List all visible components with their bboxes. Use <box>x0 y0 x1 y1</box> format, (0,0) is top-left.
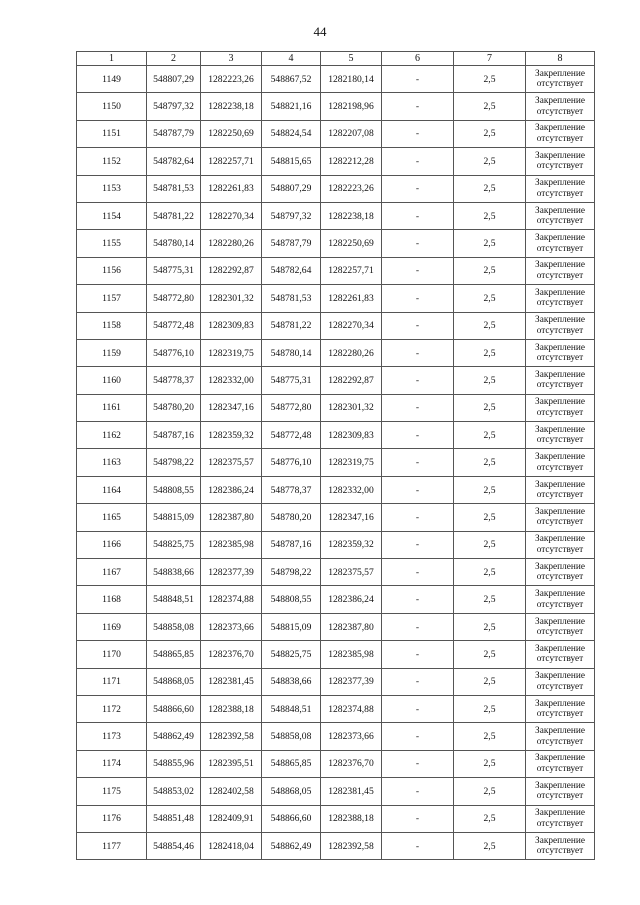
x2-coordinate: 548866,60 <box>262 805 321 832</box>
point-number: 1149 <box>77 66 147 93</box>
table-row <box>77 148 595 175</box>
point-number: 1172 <box>77 695 147 722</box>
point-number: 1156 <box>77 257 147 284</box>
column-6-value: - <box>382 285 454 312</box>
x2-coordinate: 548848,51 <box>262 695 321 722</box>
point-number: 1169 <box>77 613 147 640</box>
column-7-value: 2,5 <box>454 422 526 449</box>
table-row <box>77 504 595 531</box>
y2-coordinate: 1282375,57 <box>321 559 382 586</box>
fixing-note: Закрепление отсутствует <box>526 148 595 175</box>
y2-coordinate: 1282270,34 <box>321 312 382 339</box>
point-number: 1154 <box>77 202 147 229</box>
x1-coordinate: 548868,05 <box>147 668 201 695</box>
fixing-note: Закрепление отсутствует <box>526 93 595 120</box>
column-7-value: 2,5 <box>454 750 526 777</box>
column-6-value: - <box>382 422 454 449</box>
column-6-value: - <box>382 559 454 586</box>
column-7-value: 2,5 <box>454 394 526 421</box>
y2-coordinate: 1282387,80 <box>321 613 382 640</box>
column-6-value: - <box>382 778 454 805</box>
x2-coordinate: 548772,48 <box>262 422 321 449</box>
y2-coordinate: 1282386,24 <box>321 586 382 613</box>
point-number: 1171 <box>77 668 147 695</box>
column-6-value: - <box>382 339 454 366</box>
fixing-note: Закрепление отсутствует <box>526 230 595 257</box>
x1-coordinate: 548772,48 <box>147 312 201 339</box>
x2-coordinate: 548807,29 <box>262 175 321 202</box>
y1-coordinate: 1282250,69 <box>201 120 262 147</box>
table-row <box>77 476 595 503</box>
column-7-value: 2,5 <box>454 175 526 202</box>
column-6-value: - <box>382 148 454 175</box>
y2-coordinate: 1282250,69 <box>321 230 382 257</box>
column-7-value: 2,5 <box>454 312 526 339</box>
column-7-value: 2,5 <box>454 66 526 93</box>
point-number: 1151 <box>77 120 147 147</box>
x1-coordinate: 548807,29 <box>147 66 201 93</box>
table-row <box>77 750 595 777</box>
x1-coordinate: 548782,64 <box>147 148 201 175</box>
y2-coordinate: 1282301,32 <box>321 394 382 421</box>
y1-coordinate: 1282257,71 <box>201 148 262 175</box>
point-number: 1155 <box>77 230 147 257</box>
y2-coordinate: 1282374,88 <box>321 695 382 722</box>
y2-coordinate: 1282381,45 <box>321 778 382 805</box>
point-number: 1157 <box>77 285 147 312</box>
point-number: 1161 <box>77 394 147 421</box>
column-6-value: - <box>382 805 454 832</box>
y2-coordinate: 1282388,18 <box>321 805 382 832</box>
table-row <box>77 641 595 668</box>
table-row <box>77 695 595 722</box>
table-row <box>77 66 595 93</box>
x1-coordinate: 548854,46 <box>147 832 201 859</box>
y1-coordinate: 1282402,58 <box>201 778 262 805</box>
fixing-note: Закрепление отсутствует <box>526 832 595 859</box>
point-number: 1160 <box>77 367 147 394</box>
column-6-value: - <box>382 66 454 93</box>
table-row <box>77 531 595 558</box>
point-number: 1167 <box>77 559 147 586</box>
x1-coordinate: 548798,22 <box>147 449 201 476</box>
x1-coordinate: 548853,02 <box>147 778 201 805</box>
table-row <box>77 394 595 421</box>
table-row <box>77 367 595 394</box>
y1-coordinate: 1282347,16 <box>201 394 262 421</box>
y1-coordinate: 1282385,98 <box>201 531 262 558</box>
y1-coordinate: 1282270,34 <box>201 202 262 229</box>
y2-coordinate: 1282261,83 <box>321 285 382 312</box>
x2-coordinate: 548865,85 <box>262 750 321 777</box>
y2-coordinate: 1282376,70 <box>321 750 382 777</box>
y1-coordinate: 1282309,83 <box>201 312 262 339</box>
x1-coordinate: 548866,60 <box>147 695 201 722</box>
y2-coordinate: 1282309,83 <box>321 422 382 449</box>
column-7-value: 2,5 <box>454 695 526 722</box>
point-number: 1177 <box>77 832 147 859</box>
column-6-value: - <box>382 202 454 229</box>
table-row <box>77 805 595 832</box>
fixing-note: Закрепление отсутствует <box>526 504 595 531</box>
y1-coordinate: 1282386,24 <box>201 476 262 503</box>
table-row <box>77 668 595 695</box>
x2-coordinate: 548787,79 <box>262 230 321 257</box>
column-6-value: - <box>382 93 454 120</box>
y2-coordinate: 1282373,66 <box>321 723 382 750</box>
point-number: 1159 <box>77 339 147 366</box>
point-number: 1166 <box>77 531 147 558</box>
x2-coordinate: 548821,16 <box>262 93 321 120</box>
x1-coordinate: 548848,51 <box>147 586 201 613</box>
point-number: 1150 <box>77 93 147 120</box>
column-7-value: 2,5 <box>454 230 526 257</box>
point-number: 1168 <box>77 586 147 613</box>
column-6-value: - <box>382 257 454 284</box>
fixing-note: Закрепление отсутствует <box>526 641 595 668</box>
column-7-value: 2,5 <box>454 668 526 695</box>
point-number: 1165 <box>77 504 147 531</box>
column-7-value: 2,5 <box>454 449 526 476</box>
column-7-value: 2,5 <box>454 476 526 503</box>
point-number: 1162 <box>77 422 147 449</box>
point-number: 1164 <box>77 476 147 503</box>
page-number: 44 <box>313 24 327 39</box>
y2-coordinate: 1282359,32 <box>321 531 382 558</box>
y1-coordinate: 1282238,18 <box>201 93 262 120</box>
y1-coordinate: 1282409,91 <box>201 805 262 832</box>
fixing-note: Закрепление отсутствует <box>526 586 595 613</box>
table-row <box>77 93 595 120</box>
x1-coordinate: 548787,79 <box>147 120 201 147</box>
x1-coordinate: 548787,16 <box>147 422 201 449</box>
column-7-value: 2,5 <box>454 120 526 147</box>
y1-coordinate: 1282280,26 <box>201 230 262 257</box>
x1-coordinate: 548780,20 <box>147 394 201 421</box>
x1-coordinate: 548781,53 <box>147 175 201 202</box>
x1-coordinate: 548778,37 <box>147 367 201 394</box>
fixing-note: Закрепление отсутствует <box>526 668 595 695</box>
y1-coordinate: 1282418,04 <box>201 832 262 859</box>
table-row <box>77 832 595 859</box>
y1-coordinate: 1282261,83 <box>201 175 262 202</box>
fixing-note: Закрепление отсутствует <box>526 339 595 366</box>
x2-coordinate: 548838,66 <box>262 668 321 695</box>
y1-coordinate: 1282301,32 <box>201 285 262 312</box>
table-row <box>77 559 595 586</box>
fixing-note: Закрепление отсутствует <box>526 613 595 640</box>
x1-coordinate: 548862,49 <box>147 723 201 750</box>
x2-coordinate: 548775,31 <box>262 367 321 394</box>
y2-coordinate: 1282180,14 <box>321 66 382 93</box>
y1-coordinate: 1282332,00 <box>201 367 262 394</box>
column-7-value: 2,5 <box>454 531 526 558</box>
column-7-value: 2,5 <box>454 148 526 175</box>
x1-coordinate: 548780,14 <box>147 230 201 257</box>
point-number: 1173 <box>77 723 147 750</box>
x1-coordinate: 548865,85 <box>147 641 201 668</box>
fixing-note: Закрепление отсутствует <box>526 723 595 750</box>
table-row <box>77 120 595 147</box>
y2-coordinate: 1282332,00 <box>321 476 382 503</box>
y1-coordinate: 1282359,32 <box>201 422 262 449</box>
column-header-7: 7 <box>454 52 526 66</box>
x1-coordinate: 548772,80 <box>147 285 201 312</box>
column-6-value: - <box>382 175 454 202</box>
fixing-note: Закрепление отсутствует <box>526 367 595 394</box>
column-header-5: 5 <box>321 52 382 66</box>
x2-coordinate: 548815,65 <box>262 148 321 175</box>
x2-coordinate: 548815,09 <box>262 613 321 640</box>
y1-coordinate: 1282387,80 <box>201 504 262 531</box>
column-header-2: 2 <box>147 52 201 66</box>
x1-coordinate: 548775,31 <box>147 257 201 284</box>
x1-coordinate: 548776,10 <box>147 339 201 366</box>
point-number: 1175 <box>77 778 147 805</box>
fixing-note: Закрепление отсутствует <box>526 120 595 147</box>
fixing-note: Закрепление отсутствует <box>526 695 595 722</box>
table-header-row <box>77 52 595 66</box>
table-row <box>77 285 595 312</box>
fixing-note: Закрепление отсутствует <box>526 394 595 421</box>
column-7-value: 2,5 <box>454 257 526 284</box>
column-6-value: - <box>382 312 454 339</box>
x2-coordinate: 548825,75 <box>262 641 321 668</box>
table-body <box>77 66 595 860</box>
x2-coordinate: 548858,08 <box>262 723 321 750</box>
y1-coordinate: 1282392,58 <box>201 723 262 750</box>
x2-coordinate: 548862,49 <box>262 832 321 859</box>
table-row <box>77 312 595 339</box>
column-7-value: 2,5 <box>454 641 526 668</box>
fixing-note: Закрепление отсутствует <box>526 202 595 229</box>
column-header-4: 4 <box>262 52 321 66</box>
x1-coordinate: 548838,66 <box>147 559 201 586</box>
table-row <box>77 723 595 750</box>
column-6-value: - <box>382 394 454 421</box>
y1-coordinate: 1282374,88 <box>201 586 262 613</box>
x1-coordinate: 548858,08 <box>147 613 201 640</box>
y2-coordinate: 1282392,58 <box>321 832 382 859</box>
fixing-note: Закрепление отсутствует <box>526 805 595 832</box>
point-number: 1163 <box>77 449 147 476</box>
column-6-value: - <box>382 832 454 859</box>
column-6-value: - <box>382 504 454 531</box>
point-number: 1170 <box>77 641 147 668</box>
x2-coordinate: 548808,55 <box>262 586 321 613</box>
table-row <box>77 257 595 284</box>
column-header-6: 6 <box>382 52 454 66</box>
x2-coordinate: 548778,37 <box>262 476 321 503</box>
column-7-value: 2,5 <box>454 613 526 640</box>
fixing-note: Закрепление отсутствует <box>526 559 595 586</box>
table-row <box>77 339 595 366</box>
fixing-note: Закрепление отсутствует <box>526 476 595 503</box>
column-6-value: - <box>382 120 454 147</box>
column-6-value: - <box>382 750 454 777</box>
column-header-1: 1 <box>77 52 147 66</box>
x2-coordinate: 548797,32 <box>262 202 321 229</box>
x2-coordinate: 548787,16 <box>262 531 321 558</box>
y1-coordinate: 1282223,26 <box>201 66 262 93</box>
table-row <box>77 202 595 229</box>
x2-coordinate: 548781,53 <box>262 285 321 312</box>
column-6-value: - <box>382 723 454 750</box>
y2-coordinate: 1282319,75 <box>321 449 382 476</box>
y2-coordinate: 1282385,98 <box>321 641 382 668</box>
column-6-value: - <box>382 476 454 503</box>
x1-coordinate: 548851,48 <box>147 805 201 832</box>
x2-coordinate: 548780,20 <box>262 504 321 531</box>
x2-coordinate: 548782,64 <box>262 257 321 284</box>
x1-coordinate: 548855,96 <box>147 750 201 777</box>
fixing-note: Закрепление отсутствует <box>526 285 595 312</box>
column-7-value: 2,5 <box>454 723 526 750</box>
fixing-note: Закрепление отсутствует <box>526 778 595 805</box>
y1-coordinate: 1282395,51 <box>201 750 262 777</box>
column-6-value: - <box>382 449 454 476</box>
column-6-value: - <box>382 230 454 257</box>
table-row <box>77 586 595 613</box>
column-6-value: - <box>382 641 454 668</box>
column-6-value: - <box>382 668 454 695</box>
point-number: 1176 <box>77 805 147 832</box>
column-7-value: 2,5 <box>454 367 526 394</box>
y1-coordinate: 1282373,66 <box>201 613 262 640</box>
table-row <box>77 175 595 202</box>
point-number: 1153 <box>77 175 147 202</box>
column-7-value: 2,5 <box>454 339 526 366</box>
y2-coordinate: 1282377,39 <box>321 668 382 695</box>
fixing-note: Закрепление отсутствует <box>526 312 595 339</box>
y2-coordinate: 1282207,08 <box>321 120 382 147</box>
y1-coordinate: 1282292,87 <box>201 257 262 284</box>
fixing-note: Закрепление отсутствует <box>526 449 595 476</box>
x1-coordinate: 548797,32 <box>147 93 201 120</box>
column-7-value: 2,5 <box>454 559 526 586</box>
column-7-value: 2,5 <box>454 778 526 805</box>
y1-coordinate: 1282377,39 <box>201 559 262 586</box>
column-7-value: 2,5 <box>454 93 526 120</box>
y2-coordinate: 1282257,71 <box>321 257 382 284</box>
y2-coordinate: 1282223,26 <box>321 175 382 202</box>
column-header-3: 3 <box>201 52 262 66</box>
x2-coordinate: 548867,52 <box>262 66 321 93</box>
table-row <box>77 778 595 805</box>
x2-coordinate: 548776,10 <box>262 449 321 476</box>
point-number: 1174 <box>77 750 147 777</box>
column-7-value: 2,5 <box>454 504 526 531</box>
y1-coordinate: 1282381,45 <box>201 668 262 695</box>
y2-coordinate: 1282238,18 <box>321 202 382 229</box>
column-6-value: - <box>382 531 454 558</box>
coordinates-table <box>76 51 595 860</box>
table-row <box>77 422 595 449</box>
x1-coordinate: 548825,75 <box>147 531 201 558</box>
column-7-value: 2,5 <box>454 586 526 613</box>
point-number: 1152 <box>77 148 147 175</box>
x1-coordinate: 548781,22 <box>147 202 201 229</box>
x2-coordinate: 548824,54 <box>262 120 321 147</box>
x1-coordinate: 548815,09 <box>147 504 201 531</box>
y2-coordinate: 1282212,28 <box>321 148 382 175</box>
y1-coordinate: 1282376,70 <box>201 641 262 668</box>
column-6-value: - <box>382 613 454 640</box>
column-7-value: 2,5 <box>454 805 526 832</box>
column-6-value: - <box>382 695 454 722</box>
x2-coordinate: 548798,22 <box>262 559 321 586</box>
column-7-value: 2,5 <box>454 285 526 312</box>
y1-coordinate: 1282388,18 <box>201 695 262 722</box>
y2-coordinate: 1282292,87 <box>321 367 382 394</box>
fixing-note: Закрепление отсутствует <box>526 422 595 449</box>
y1-coordinate: 1282375,57 <box>201 449 262 476</box>
column-header-8: 8 <box>526 52 595 66</box>
fixing-note: Закрепление отсутствует <box>526 531 595 558</box>
column-6-value: - <box>382 586 454 613</box>
x2-coordinate: 548781,22 <box>262 312 321 339</box>
fixing-note: Закрепление отсутствует <box>526 257 595 284</box>
x2-coordinate: 548780,14 <box>262 339 321 366</box>
table-row <box>77 230 595 257</box>
fixing-note: Закрепление отсутствует <box>526 66 595 93</box>
fixing-note: Закрепление отсутствует <box>526 750 595 777</box>
x1-coordinate: 548808,55 <box>147 476 201 503</box>
fixing-note: Закрепление отсутствует <box>526 175 595 202</box>
y2-coordinate: 1282347,16 <box>321 504 382 531</box>
x2-coordinate: 548868,05 <box>262 778 321 805</box>
column-6-value: - <box>382 367 454 394</box>
table-row <box>77 613 595 640</box>
table-row <box>77 449 595 476</box>
x2-coordinate: 548772,80 <box>262 394 321 421</box>
y1-coordinate: 1282319,75 <box>201 339 262 366</box>
y2-coordinate: 1282280,26 <box>321 339 382 366</box>
column-7-value: 2,5 <box>454 202 526 229</box>
y2-coordinate: 1282198,96 <box>321 93 382 120</box>
column-7-value: 2,5 <box>454 832 526 859</box>
point-number: 1158 <box>77 312 147 339</box>
